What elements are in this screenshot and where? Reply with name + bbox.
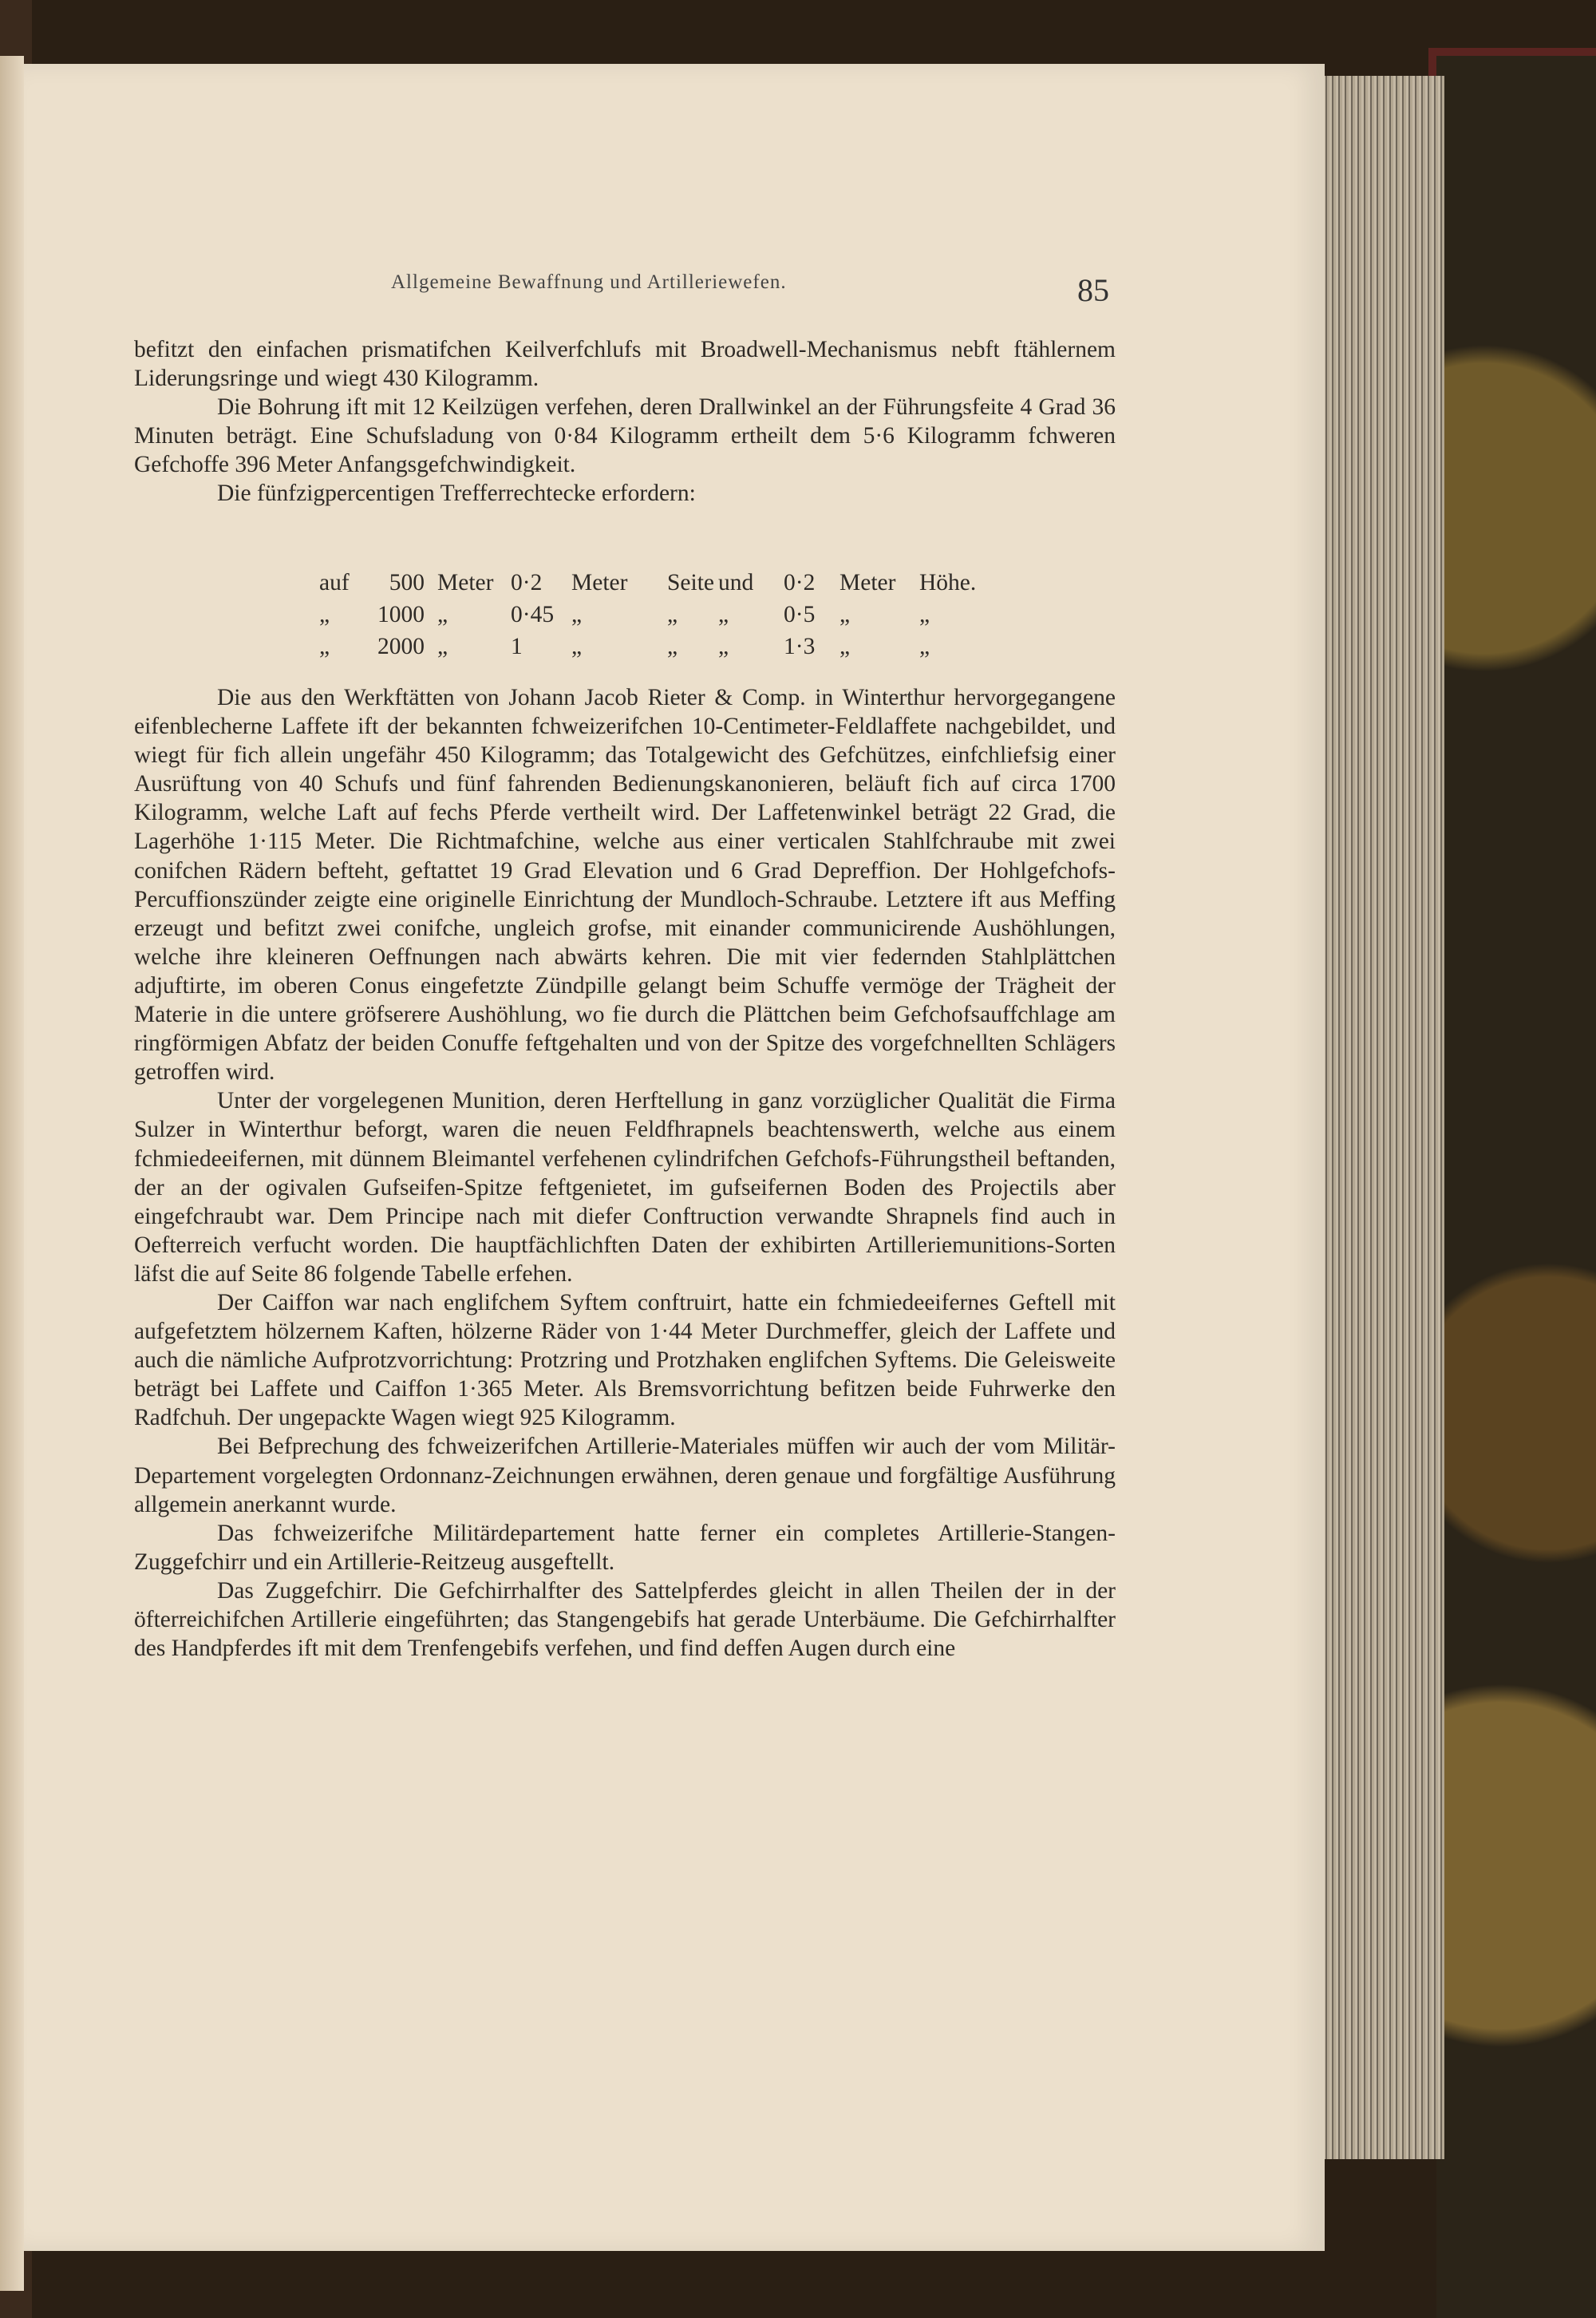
paragraph: Der Caiffon war nach englifchem Syftem conftruirt, hatte ein fchmiedeeifernes Geftell mit aufgefetztem hölzernem Kaften, hölzerne Räder von 1·44 Meter Durchmeffer, gleich der Laffete und auch die nämliche Aufprotzvorrichtung: Protzring und Protzhaken englifchen Syftems. Die Geleisweite beträgt bei Laffete und Caiffon 1·365 Meter. Als Bremsvorrichtung befitzen beide Fuhrwerke den Radfchuh. Der ungepackte Wagen wiegt 925 Kilogramm.: [134, 1289, 1116, 1431]
table-cell: „: [437, 634, 448, 659]
table-cell: „: [718, 602, 729, 627]
table-cell: 500: [389, 570, 425, 595]
table-cell: „: [437, 602, 448, 627]
table-cell: „: [571, 634, 583, 659]
table-cell: auf: [319, 570, 350, 595]
table-cell: und: [718, 570, 754, 595]
page-stack-edges: [1317, 76, 1444, 2159]
body-text-top: [134, 335, 1116, 508]
table-cell: „: [667, 602, 678, 627]
table-row: [319, 567, 975, 599]
table-cell: „: [319, 634, 330, 659]
table-cell: „: [718, 634, 729, 659]
table-cell: 1000: [377, 602, 425, 627]
table-cell: „: [839, 634, 851, 659]
table-cell: „: [319, 602, 330, 627]
table-row: [319, 599, 975, 631]
page-number: 85: [1077, 272, 1109, 308]
paragraph: Die Bohrung ift mit 12 Keilzügen verfehen, deren Drallwinkel an der Führungsfeite 4 Grad 36 Minuten beträgt. Eine Schufsladung von 0·84 Kilogramm ertheilt dem 5·6 Kilogramm fchweren Gefchoffe 396 Meter Anfangsgefchwindigkeit.: [134, 394, 1116, 478]
left-page-edge: [0, 56, 24, 2291]
table-cell: Meter: [571, 570, 628, 595]
table-cell: Höhe.: [919, 570, 977, 595]
running-header: Allgemeine Bewaffnung und Artilleriewefen.: [391, 271, 787, 293]
table-cell: Meter: [839, 570, 896, 595]
table-cell: 0·5: [784, 602, 816, 627]
table-cell: 1: [511, 634, 523, 659]
paragraph: Bei Befprechung des fchweizerifchen Artillerie-Materiales müffen wir auch der vom Militär-Departement vorgelegten Ordonnanz-Zeichnungen erwähnen, deren genaue und forgfältige Ausführung allgemein anerkannt wurde.: [134, 1434, 1116, 1517]
hit-rectangle-table: [319, 567, 975, 663]
table-cell: 1·3: [784, 634, 816, 659]
paragraph: Die aus den Werkftätten von Johann Jacob Rieter & Comp. in Winterthur hervorgegangene eifenblecherne Laffete ift der bekannten fchweizerifchen 10-Centimeter-Feldlaffete nachgebildet, und wiegt für fich allein ungefähr 450 Kilogramm; das Totalgewicht des Gefchützes, einfchliefsig einer Ausrüftung von 40 Schufs und fünf fahrenden Bedienungskanonieren, beläuft fich auf circa 1700 Kilogramm, welche Laft auf fechs Pferde vertheilt wird. Der Laffetenwinkel beträgt 22 Grad, die Lagerhöhe 1·115 Meter. Die Richtmafchine, welche aus einer verticalen Stahlfchraube mit zwei conifchen Rädern befteht, geftattet 19 Grad Elevation und 6 Grad Depreffion. Der Hohlgefchofs-Percuffionszünder zeigte eine originelle Einrichtung der Mundloch-Schraube. Letztere ift aus Meffing erzeugt und befitzt zwei conifche, ungleich grofse, mit einander communicirende Aushöhlungen, welche ihre kleineren Oeffnungen nach abwärts kehren. Die mit vier federnden Stahlplättchen adjuftirte, im oberen Conus eingefetzte Zündpille gelangt beim Schuffe vermöge der Trägheit der Materie in die untere gröfserere Aushöhlung, wo fie durch die Plättchen beim Gefchofsauffchlage am ringförmigen Abfatz der beiden Conuffe feftgehalten und von der Spitze des vorgefchnellten Schlägers getroffen wird.: [134, 685, 1116, 1086]
paragraph: befitzt den einfachen prismatifchen Keilverfchlufs mit Broadwell-Mechanismus nebft ftählernem Liderungsringe und wiegt 430 Kilogramm.: [134, 337, 1116, 392]
table-cell: Seite: [667, 570, 714, 595]
marbled-cover: [1436, 56, 1596, 2318]
table-cell: 0·2: [511, 570, 543, 595]
table-cell: „: [839, 602, 851, 627]
table-cell: 0·45: [511, 602, 555, 627]
table-row: [319, 631, 975, 663]
table-cell: „: [919, 634, 930, 659]
table-cell: Meter: [437, 570, 494, 595]
paragraph: Das Zuggefchirr. Die Gefchirrhalfter des Sattelpferdes gleicht in allen Theilen der in der öfterreichifchen Artillerie eingeführten; das Stangengebifs hat gerade Unterbäume. Die Gefchirrhalfter des Handpferdes ift mit dem Trenfengebifs verfehen, und find deffen Augen durch eine: [134, 1577, 1116, 1662]
paragraph: Das fchweizerifche Militärdepartement hatte ferner ein completes Artillerie-Stangen-Zuggefchirr und ein Artillerie-Reitzeug ausgeftellt.: [134, 1520, 1116, 1575]
table-cell: „: [571, 602, 583, 627]
table-cell: 0·2: [784, 570, 816, 595]
table-cell: „: [667, 634, 678, 659]
paragraph: Die fünfzigpercentigen Trefferrechtecke erfordern:: [217, 481, 696, 507]
table-cell: „: [919, 602, 930, 627]
body-text-bottom: [134, 683, 1116, 1663]
table-cell: 2000: [377, 634, 425, 659]
paragraph: Unter der vorgelegenen Munition, deren Herftellung in ganz vorzüglicher Qualität die Firma Sulzer in Winterthur beforgt, waren die neuen Feldfhrapnels beachtenswerth, welche aus einem fchmiedeeifernen, mit dünnem Bleimantel verfehenen cylindrifchen Gefchofs-Führungstheil beftanden, der an der ogivalen Gufseifen-Spitze feftgenietet, im gufseifernen Boden des Projectils aber eingefchraubt war. Dem Principe nach mit diefer Conftruction verwandte Shrapnels find auch in Oefterreich verfucht worden. Die hauptfächlichften Daten der exhibirten Artilleriemunitions-Sorten läfst die auf Seite 86 folgende Tabelle erfehen.: [134, 1088, 1116, 1287]
